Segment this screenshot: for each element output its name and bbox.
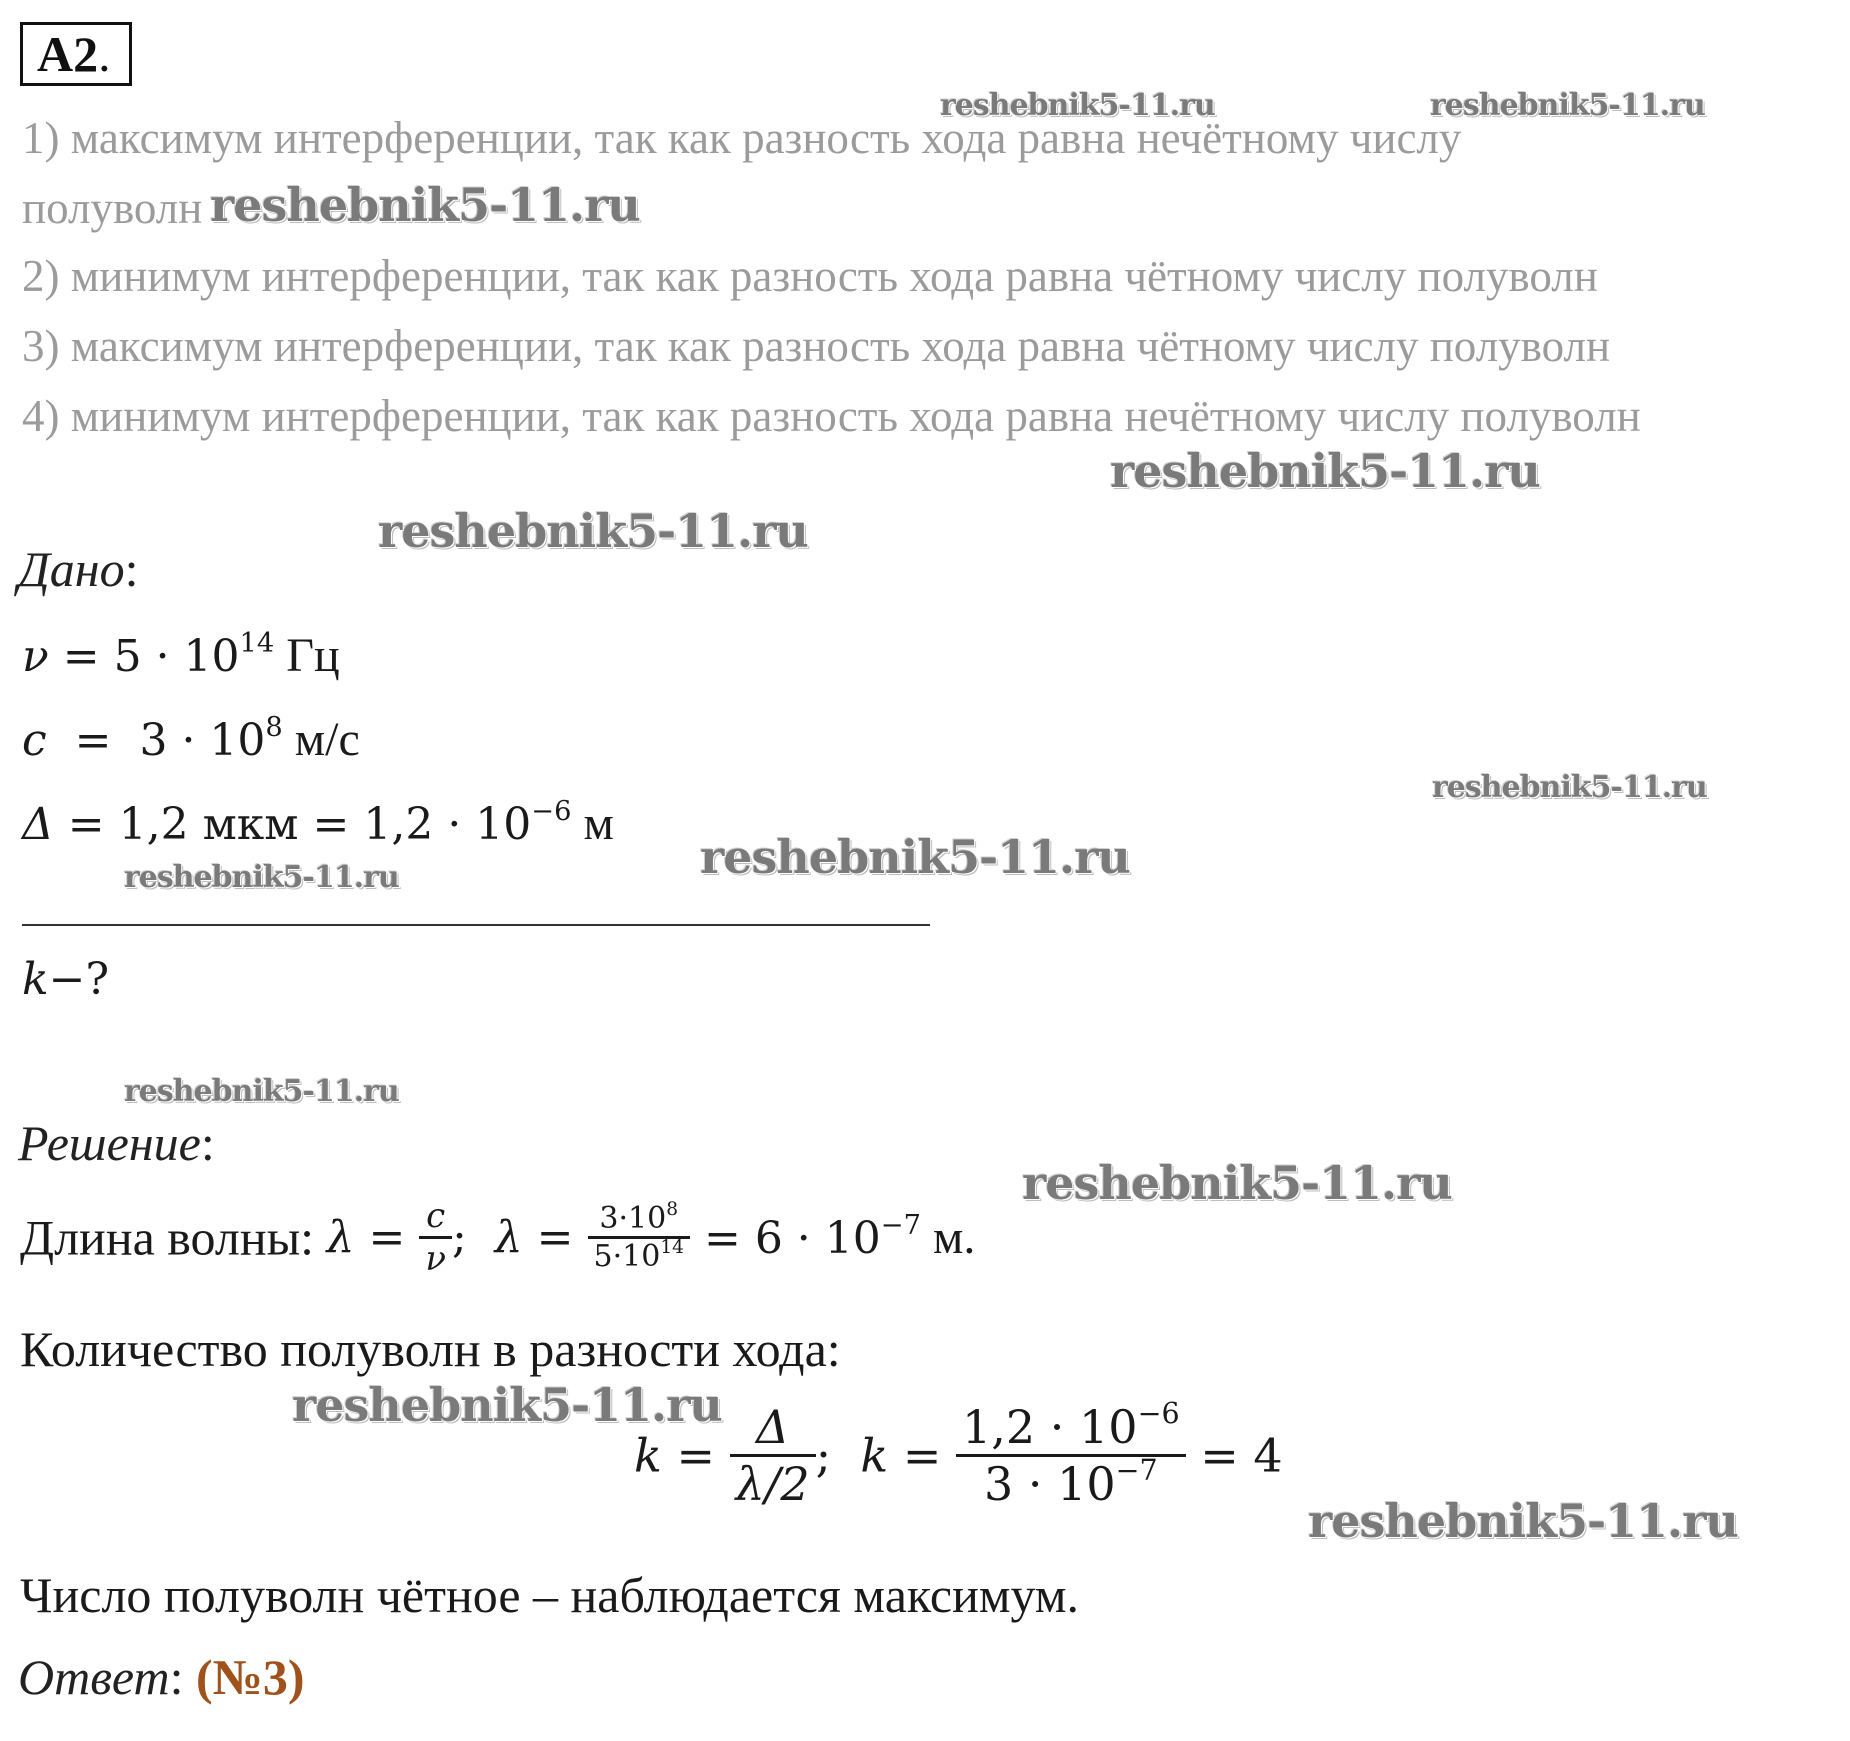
given-heading — [18, 540, 139, 598]
fraction-numeric-k — [956, 1397, 1186, 1511]
fraction-delta-over-half-lambda — [730, 1400, 816, 1511]
watermark: reshebnik5-11.ru — [1432, 770, 1707, 805]
k-symbol: k — [634, 1428, 662, 1483]
denominator-base: 5·10 — [593, 1239, 661, 1274]
find-question: −? — [48, 954, 110, 1005]
c-value: = 3 · 10 — [46, 715, 266, 766]
solution-heading-colon: : — [200, 1115, 215, 1171]
option-4: 4) минимум интерференции, так как разность хода равна нечётному числу полуволн — [22, 391, 1641, 441]
fraction-denominator — [956, 1454, 1186, 1511]
k-symbol-2: k — [860, 1428, 889, 1483]
nu-unit: Гц — [274, 629, 340, 682]
watermark: reshebnik5-11.ru — [124, 1074, 399, 1109]
c-symbol: c — [22, 715, 47, 766]
watermark: reshebnik5-11.ru — [210, 178, 640, 232]
nu-symbol: ν — [22, 631, 49, 682]
fraction-numerator — [588, 1198, 690, 1236]
task-number: А2 — [37, 26, 99, 82]
answer-label: Ответ — [18, 1649, 170, 1705]
watermark: reshebnik5-11.ru — [124, 860, 399, 895]
numerator-base: 1,2 · 10 — [962, 1400, 1138, 1454]
answer-value: (№3) — [195, 1649, 305, 1705]
delta-exponent: −6 — [531, 795, 572, 827]
task-label — [20, 22, 132, 86]
watermark: reshebnik5-11.ru — [1308, 1494, 1738, 1548]
separator: ; — [815, 1428, 861, 1483]
watermark: reshebnik5-11.ru — [1430, 88, 1705, 123]
delta-value: = 1,2 мкм = 1,2 · 10 — [53, 799, 532, 850]
fraction-numerator: c — [426, 1196, 446, 1236]
watermark: reshebnik5-11.ru — [378, 504, 808, 558]
delta-symbol: Δ — [22, 799, 54, 850]
fraction-numeric-wavelength — [588, 1198, 690, 1274]
answer-colon: : — [169, 1649, 196, 1705]
nu-exponent: 14 — [239, 627, 275, 659]
denominator-exponent: −7 — [1115, 1454, 1158, 1488]
given-heading-text: Дано — [18, 541, 125, 597]
denominator-exponent: 14 — [660, 1236, 684, 1258]
given-heading-colon: : — [124, 541, 139, 597]
lambda-symbol: λ — [326, 1212, 355, 1263]
c-unit: м/с — [282, 713, 360, 766]
delta-unit: м — [571, 797, 614, 850]
fraction-numerator — [956, 1397, 1186, 1454]
wavelength-label: Длина волны: — [20, 1209, 327, 1266]
wavelength-result — [689, 1209, 976, 1264]
fraction-c-over-nu — [419, 1196, 452, 1279]
watermark: reshebnik5-11.ru — [940, 88, 1215, 123]
fraction-denominator: λ/2 — [735, 1457, 810, 1511]
half-wave-count-label: Количество полуволн в разности хода: — [20, 1321, 841, 1377]
k-formula — [634, 1397, 1283, 1511]
given-light-speed — [22, 712, 360, 767]
lambda-symbol-2: λ — [494, 1212, 523, 1263]
equals: = — [354, 1212, 420, 1263]
given-frequency — [22, 628, 340, 683]
denominator-base: 3 · 10 — [983, 1457, 1116, 1511]
option-2: 2) минимум интерференции, так как разность хода равна чётному числу полуволн — [22, 251, 1598, 301]
c-exponent: 8 — [265, 711, 283, 743]
numerator-exponent: −6 — [1137, 1397, 1180, 1431]
numerator-base: 3·10 — [599, 1201, 667, 1236]
watermark: reshebnik5-11.ru — [292, 1378, 722, 1432]
given-divider — [22, 924, 930, 926]
result-exponent: −7 — [880, 1209, 921, 1241]
result-base: = 6 · 10 — [689, 1213, 881, 1264]
watermark: reshebnik5-11.ru — [700, 830, 1130, 884]
option-1: 1) максимум интерференции, так как разность хода равна нечётному числу — [22, 113, 1462, 163]
watermark: reshebnik5-11.ru — [1110, 444, 1540, 498]
conclusion: Число полуволн чётное – наблюдается максимум. — [20, 1567, 1080, 1623]
task-label-dot: . — [98, 26, 111, 82]
k-symbol: k — [22, 954, 49, 1005]
k-result: = 4 — [1185, 1428, 1283, 1483]
separator: ; — [451, 1212, 495, 1263]
option-1-continuation: полуволн — [22, 183, 203, 233]
fraction-denominator: ν — [425, 1239, 446, 1279]
option-3: 3) максимум интерференции, так как разность хода равна чётному числу полуволн — [22, 321, 1611, 371]
watermark: reshebnik5-11.ru — [1022, 1156, 1452, 1210]
nu-value: = 5 · 10 — [48, 631, 240, 682]
equals: = — [661, 1428, 730, 1483]
result-unit: м. — [920, 1211, 976, 1264]
numerator-exponent: 8 — [666, 1198, 679, 1220]
answer-line — [18, 1648, 305, 1706]
wavelength-line — [20, 1196, 975, 1279]
fraction-numerator: Δ — [756, 1400, 790, 1454]
fraction-denominator — [588, 1236, 690, 1274]
equals-2: = — [888, 1428, 957, 1483]
solution-heading — [18, 1114, 215, 1172]
solution-heading-text: Решение — [18, 1115, 201, 1171]
find-quantity — [22, 954, 109, 1005]
equals-2: = — [522, 1212, 588, 1263]
given-path-difference — [22, 796, 614, 851]
